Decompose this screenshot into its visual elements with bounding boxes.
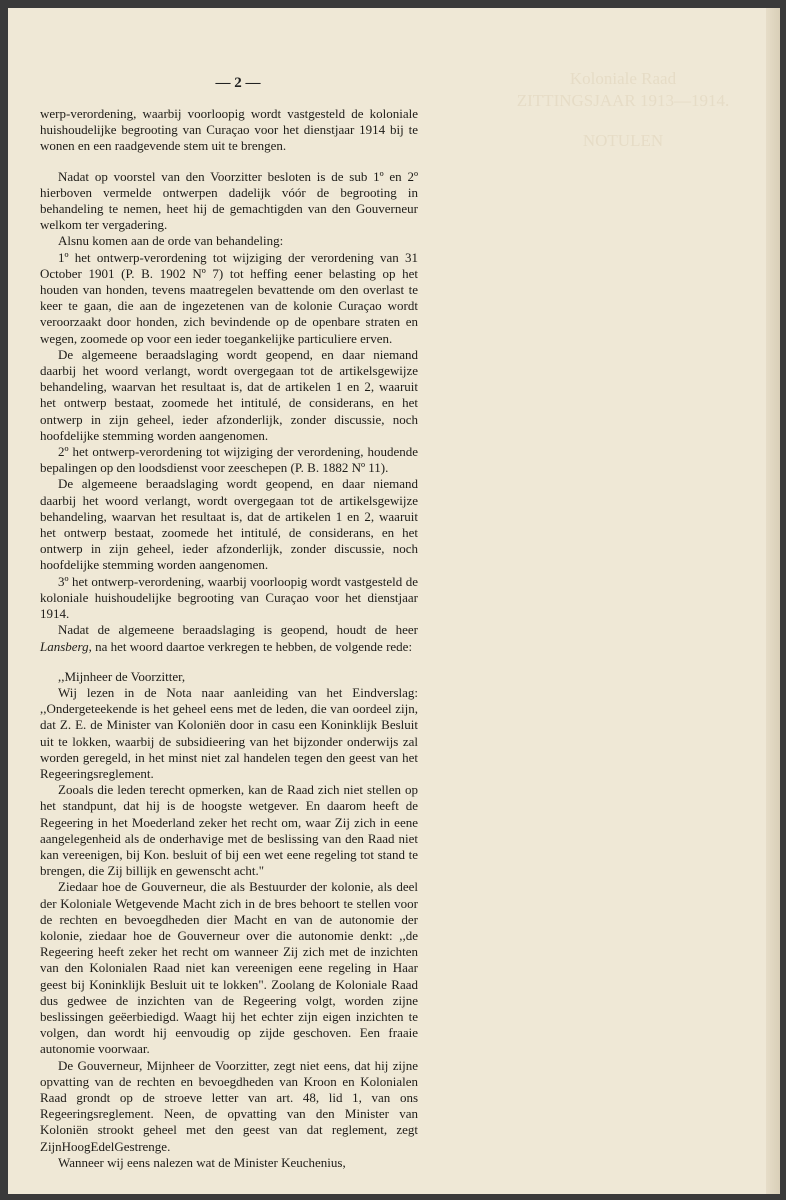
body-text — [40, 106, 418, 1171]
paragraph-text: , na het woord daartoe verkregen te hebben, de volgende rede: — [88, 638, 413, 654]
page-number: — 2 — — [215, 75, 261, 91]
paragraph: De algemeene beraadslaging wordt geopend, en daar niemand daarbij het woord verlangt, wordt overgegaan tot de artikelsgewijze behandeling, waarvan het resultaat is, dat de artikelen 1 en 2, waaruit het ontwerp bestaat, zoomede het intitulé, de considerans, en het ontwerp in zijn geheel, ieder afzonderlijk, zonder discussie, noch hoofdelijke stemming worden aangenomen. — [40, 346, 418, 443]
paragraph: Ziedaar hoe de Gouverneur, die als Bestuurder der kolonie, als deel der Koloniale Wetgevende Macht zich in de bres behoort te stellen voor de rechten en bevoegdheden dier Macht en van de autonomie der kolonie, ziedaar hoe de Gouverneur over die autonomie denkt: ,,de Regeering heeft zeker het recht om wanneer Zij zich met de inzichten van den Kolonialen Raad niet kan vereenigen eene regeling in Haar geest bij Koninklijk Besluit uit te lokken". Zoolang de Koloniale Raad dus gedwee de inzichten van de Regeering volgt, worden zijne beslissingen geëerbiedigd. Waagt hij het echter zijn eigen inzichten te volgen, dan wordt hij eenvoudig op zijde geschoven. Een fraaie autonomie voorwaar. — [40, 879, 418, 1057]
paragraph: De algemeene beraadslaging wordt geopend, en daar niemand daarbij het woord verlangt, wordt overgegaan tot de artikelsgewijze behandeling, waarvan het resultaat is, dat de artikelen 1 en 2, waaruit het ontwerp bestaat, zoomede het intitulé, de considerans, en het ontwerp in zijn geheel, ieder afzonderlijk, zonder discussie, noch hoofdelijke stemming worden aangenomen. — [40, 476, 418, 573]
paragraph: De Gouverneur, Mijnheer de Voorzitter, zegt niet eens, dat hij zijne opvatting van de rechten en bevoegdheden van Kroon en Kolonialen Raad grondt op de stroeve letter van art. 48, lid 1, van ons Regeeringsreglement. Neen, de opvatting van den Minister van Koloniën strookt geheel met den geest van dat reglement, zegt ZijnHoogEdelGestrenge. — [40, 1057, 418, 1154]
paragraph: Nadat op voorstel van den Voorzitter besloten is de sub 1º en 2º hierboven vermelde ontwerpen dadelijk vóór de begrooting in behandeling te nemen, heet hij de gemachtigden van den Gouverneur welkom ter vergadering. — [40, 168, 418, 233]
document-page — [8, 8, 780, 1194]
paragraph: werp-verordening, waarbij voorloopig wordt vastgesteld de koloniale huishoudelijke begrooting van Curaçao voor het dienstjaar 1914 bij te wonen en een raadgevende stem uit te brengen. — [40, 106, 418, 154]
paragraph — [40, 622, 418, 654]
paragraph: 1º het ontwerp-verordening tot wijziging der verordening van 31 October 1901 (P. B. 1902 Nº 7) tot heffing eener belasting op het houden van honden, tevens maatregelen bevattende om den overlast te keer te gaan, die aan de ingezetenen van de kolonie Curaçao wordt veroorzaakt door honden, zich bevindende op de openbare straten en wegen, zoomede op voor een ieder toegankelijke particuliere erven. — [40, 249, 418, 346]
paragraph: 2º het ontwerp-verordening tot wijziging der verordening, houdende bepalingen op den loodsdienst voor zeeschepen (P. B. 1882 Nº 11). — [40, 444, 418, 476]
bleed-line-1: Koloniale Raad — [569, 69, 677, 88]
bleed-through-text — [478, 68, 768, 152]
bleed-line-3: NOTULEN — [582, 131, 664, 150]
paragraph: Zooals die leden terecht opmerken, kan de Raad zich niet stellen op het standpunt, dat hij is de hoogste wetgever. En daarom heeft de Regeering in het Moederland zeker het recht om, waar Zij zich in eene aangelegenheid als de onderhavige met de beslissing van den Raad niet kan vereenigen, bij Kon. besluit of bij een wet eene regeling tot stand te brengen, die Zij billijk en gewenscht acht." — [40, 782, 418, 879]
paragraph: Wij lezen in de Nota naar aanleiding van het Eindverslag: ,,Ondergeteekende is het geheel eens met de leden, die van oordeel zijn, dat Z. E. de Minister van Koloniën door in casu een Koninklijk Besluit uit te lokken, waarbij de subsidieering van het bijzonder onderwijs zal worden geregeld, in het minst niet zal handelen tegen den geest van het Regeeringsreglement. — [40, 684, 418, 781]
page-edge — [766, 8, 780, 1194]
paragraph: ,,Mijnheer de Voorzitter, — [58, 668, 186, 684]
bleed-line-2: ZITTINGSJAAR 1913—1914. — [516, 91, 730, 110]
paragraph: Wanneer wij eens nalezen wat de Minister Keuchenius, — [58, 1154, 346, 1170]
speaker-name: Lansberg — [40, 638, 89, 654]
paragraph: 3º het ontwerp-verordening, waarbij voorloopig wordt vastgesteld de koloniale huishoudelijke begrooting van Curaçao voor het dienstjaar 1914. — [40, 573, 418, 622]
paragraph-text: Nadat de algemeene beraadslaging is geopend, houdt de heer — [58, 622, 418, 638]
paragraph: Alsnu komen aan de orde van behandeling: — [58, 233, 284, 249]
